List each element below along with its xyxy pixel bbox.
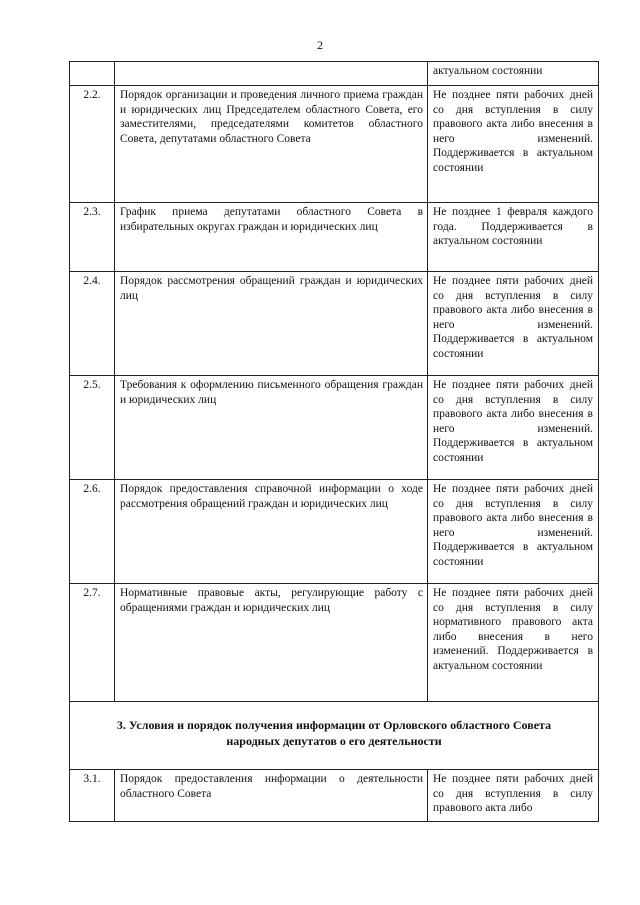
row-term: Не позднее пяти рабочих дней со дня вступления в силу правового акта либо внесения в него изменений. Поддерживается в актуальном состоянии <box>433 483 593 568</box>
row-term: Не позднее пяти рабочих дней со дня вступления в силу правового акта либо <box>433 773 593 815</box>
row-term-cell <box>428 376 599 480</box>
row-number: 2.7. <box>83 587 101 599</box>
row-term: Не позднее пяти рабочих дней со дня вступления в силу правового акта либо внесения в него изменений. Поддерживается в актуальном состоянии <box>433 275 593 360</box>
row-term-cell <box>428 770 599 822</box>
table-row <box>70 376 599 480</box>
row-number: 3.1. <box>83 773 101 785</box>
row-number: 2.4. <box>83 275 101 287</box>
row-number: 2.6. <box>83 483 101 495</box>
row-description-cell <box>115 86 428 203</box>
row-description: График приема депутатами областного Совета в избирательных округах граждан и юридических лиц <box>120 206 423 233</box>
row-description: Нормативные правовые акты, регулирующие работу с обращениями граждан и юридических лиц <box>120 587 423 614</box>
row-number-cell <box>70 376 115 480</box>
section-3-heading <box>70 702 599 770</box>
table-row <box>70 584 599 702</box>
table-row-continuation <box>70 62 599 86</box>
row-term-cell <box>428 86 599 203</box>
table-row <box>70 480 599 584</box>
row-number: 2.5. <box>83 379 101 391</box>
row-number: 2.2. <box>83 89 101 101</box>
row-term-cell <box>428 272 599 376</box>
row-term-cell <box>428 480 599 584</box>
row-term-cell <box>428 62 599 86</box>
row-number-cell <box>70 584 115 702</box>
row-description-cell <box>115 480 428 584</box>
row-number-cell <box>70 480 115 584</box>
information-table <box>69 61 599 822</box>
row-term-cell <box>428 203 599 272</box>
row-description-cell <box>115 203 428 272</box>
term-text: актуальном состоянии <box>433 65 543 77</box>
row-description: Порядок организации и проведения личного приема граждан и юридических лиц Председателем областного Совета, его заместителями, председателями комитетов областного Совета, депутатами областного Совета <box>120 89 423 145</box>
row-description-cell <box>115 272 428 376</box>
row-term: Не позднее пяти рабочих дней со дня вступления в силу правового акта либо внесения в него изменений. Поддерживается в актуальном состоянии <box>433 89 593 174</box>
row-number-cell <box>70 770 115 822</box>
row-number-cell <box>70 86 115 203</box>
table-row <box>70 86 599 203</box>
row-description: Порядок предоставления справочной информации о ходе рассмотрения обращений граждан и юридических лиц <box>120 483 423 510</box>
section-heading-row <box>70 702 599 770</box>
row-number-cell <box>70 62 115 86</box>
row-description-cell <box>115 584 428 702</box>
row-description-cell <box>115 770 428 822</box>
row-term: Не позднее пяти рабочих дней со дня вступления в силу нормативного правового акта либо внесения в него изменений. Поддерживается в актуальном состоянии <box>433 587 593 672</box>
row-description: Порядок рассмотрения обращений граждан и юридических лиц <box>120 275 423 302</box>
page-number: 2 <box>317 38 323 52</box>
row-description-cell <box>115 62 428 86</box>
row-description: Требования к оформлению письменного обращения граждан и юридических лиц <box>120 379 423 406</box>
row-term: Не позднее пяти рабочих дней со дня вступления в силу правового акта либо внесения в него изменений. Поддерживается в актуальном состоянии <box>433 379 593 464</box>
row-term: Не позднее 1 февраля каждого года. Поддерживается в актуальном состоянии <box>433 206 593 248</box>
row-description: Порядок предоставления информации о деятельности областного Совета <box>120 773 423 800</box>
row-number: 2.3. <box>83 206 101 218</box>
row-description-cell <box>115 376 428 480</box>
table-row <box>70 203 599 272</box>
table-row <box>70 770 599 822</box>
row-number-cell <box>70 272 115 376</box>
section-3-title: 3. Условия и порядок получения информации от Орловского областного Совета народных депутатов о его деятельности <box>116 718 552 748</box>
table-row <box>70 272 599 376</box>
row-term-cell <box>428 584 599 702</box>
row-number-cell <box>70 203 115 272</box>
